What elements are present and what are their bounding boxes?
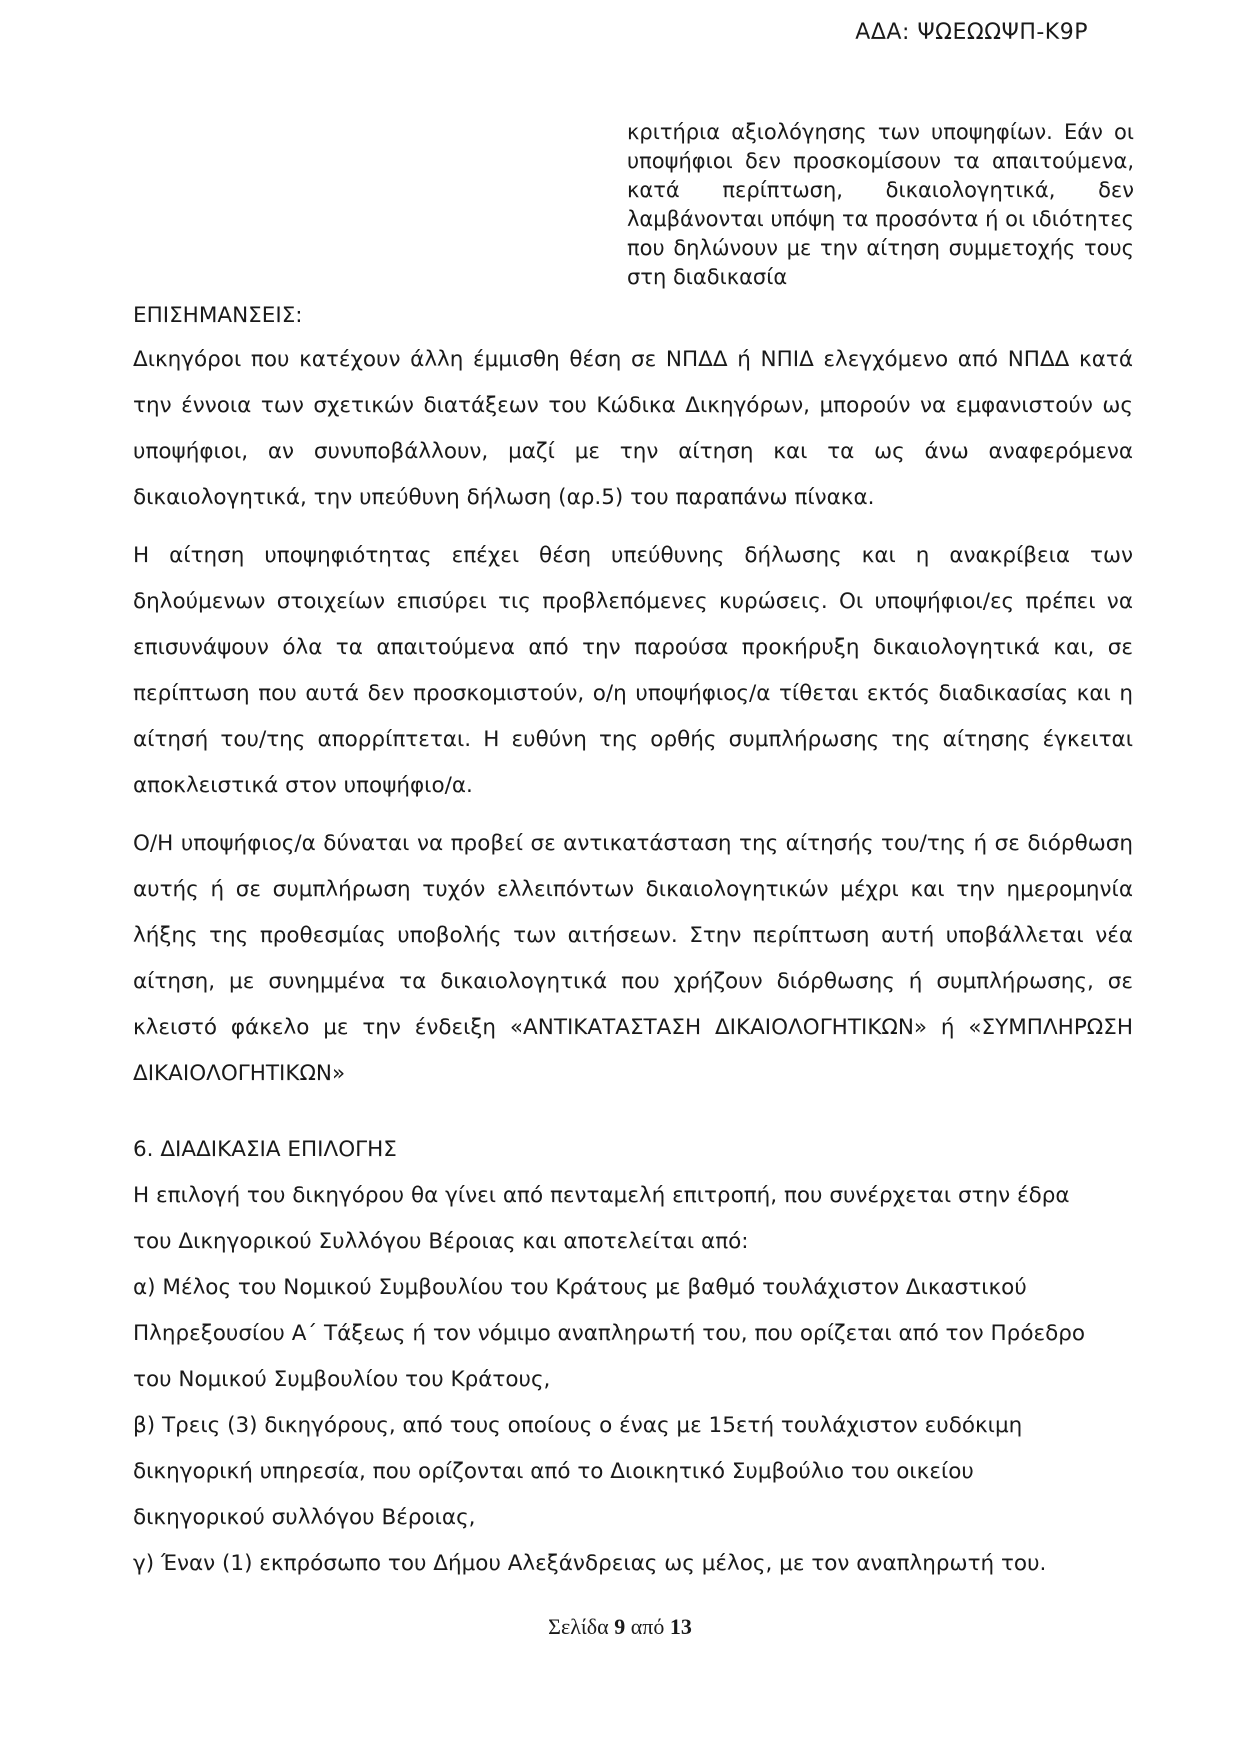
table-cell-continuation: κριτήρια αξιολόγησης των υποψηφίων. Εάν οι υποψήφιοι δεν προσκομίσουν τα απαιτούμενα, κατά περίπτωση, δικαιολογητικά, δεν λαμβάνονται υπόψη τα προσόντα ή οι ιδιότητες που δηλώνουν με την αίτηση συμμετοχής τους στη διαδικασία [627,120,1134,289]
notes-paragraph-3: Ο/Η υποψήφιος/α δύναται να προβεί σε αντικατάσταση της αίτησής του/της ή σε διόρθωση αυτής ή σε συμπλήρωση τυχόν ελλειπόντων δικαιολογητικών μέχρι και την ημερομηνία λήξης της προθεσμίας υποβολής των αιτήσεων. Στην περίπτωση αυτή υποβάλλεται νέα αίτηση, με συνημμένα τα δικαιολογητικά που χρήζουν διόρθωσης ή συμπλήρωσης, σε κλειστό φάκελο με την ένδειξη «ΑΝΤΙΚΑΤΑΣΤΑΣΗ ΔΙΚΑΙΟΛΟΓΗΤΙΚΩΝ» ή «ΣΥΜΠΛΗΡΩΣΗ ΔΙΚΑΙΟΛΟΓΗΤΙΚΩΝ» [133,831,1133,1086]
section-6-heading: 6. ΔΙΑΔΙΚΑΣΙΑ ΕΠΙΛΟΓΗΣ [133,1137,397,1162]
notes-heading: ΕΠΙΣΗΜΑΝΣΕΙΣ: [133,303,303,328]
ada-code: ΑΔΑ: ΨΩΕΩΩΨΠ-Κ9Ρ [855,20,1088,45]
document-body [133,295,1133,1587]
section-6-line: γ) Έναν (1) εκπρόσωπο του Δήμου Αλεξάνδρειας ως μέλος, με τον αναπληρωτή του. [133,1551,1047,1576]
section-6-line: Πληρεξουσίου Α΄ Τάξεως ή τον νόμιμο αναπληρωτή του, που ορίζεται από τον Πρόεδρο [133,1321,1086,1346]
footer-of-word: από [630,1614,665,1639]
section-6-line: β) Τρεις (3) δικηγόρους, από τους οποίους ο ένας με 15ετή τουλάχιστον ευδόκιμη [133,1413,1023,1438]
notes-paragraph-1: Δικηγόροι που κατέχουν άλλη έμμισθη θέση σε ΝΠΔΔ ή ΝΠΙΔ ελεγχόμενο από ΝΠΔΔ κατά την έννοια των σχετικών διατάξεων του Κώδικα Δικηγόρων, μπορούν να εμφανιστούν ως υποψήφιοι, αν συνυποβάλλουν, μαζί με την αίτηση και τα ως άνω αναφερόμενα δικαιολογητικά, την υπεύθυνη δήλωση (αρ.5) του παραπάνω πίνακα. [133,347,1133,510]
section-6-line: α) Μέλος του Νομικού Συμβουλίου του Κράτους με βαθμό τουλάχιστον Δικαστικού [133,1275,1027,1300]
page-footer [0,1614,1240,1640]
section-6-line: του Νομικού Συμβουλίου του Κράτους, [133,1367,551,1392]
notes-paragraph-2: Η αίτηση υποψηφιότητας επέχει θέση υπεύθυνης δήλωσης και η ανακρίβεια των δηλούμενων στοιχείων επισύρει τις προβλεπόμενες κυρώσεις. Οι υποψήφιοι/ες πρέπει να επισυνάψουν όλα τα απαιτούμενα από την παρούσα προκήρυξη δικαιολογητικά και, σε περίπτωση που αυτά δεν προσκομιστούν, ο/η υποψήφιος/α τίθεται εκτός διαδικασίας και η αίτησή του/της απορρίπτεται. Η ευθύνη της ορθής συμπλήρωσης της αίτησης έγκειται αποκλειστικά στον υποψήφιο/α. [133,543,1133,798]
section-6-line: του Δικηγορικού Συλλόγου Βέροιας και αποτελείται από: [133,1229,749,1254]
footer-page-word: Σελίδα [548,1614,609,1639]
footer-total-pages: 13 [669,1614,692,1639]
section-6-line: Η επιλογή του δικηγόρου θα γίνει από πενταμελή επιτροπή, που συνέρχεται στην έδρα [133,1183,1070,1208]
section-6-line: δικηγορικού συλλόγου Βέροιας, [133,1505,476,1530]
section-6-line: δικηγορική υπηρεσία, που ορίζονται από το Διοικητικό Συμβούλιο του οικείου [133,1459,974,1484]
footer-page-number: 9 [614,1614,626,1639]
